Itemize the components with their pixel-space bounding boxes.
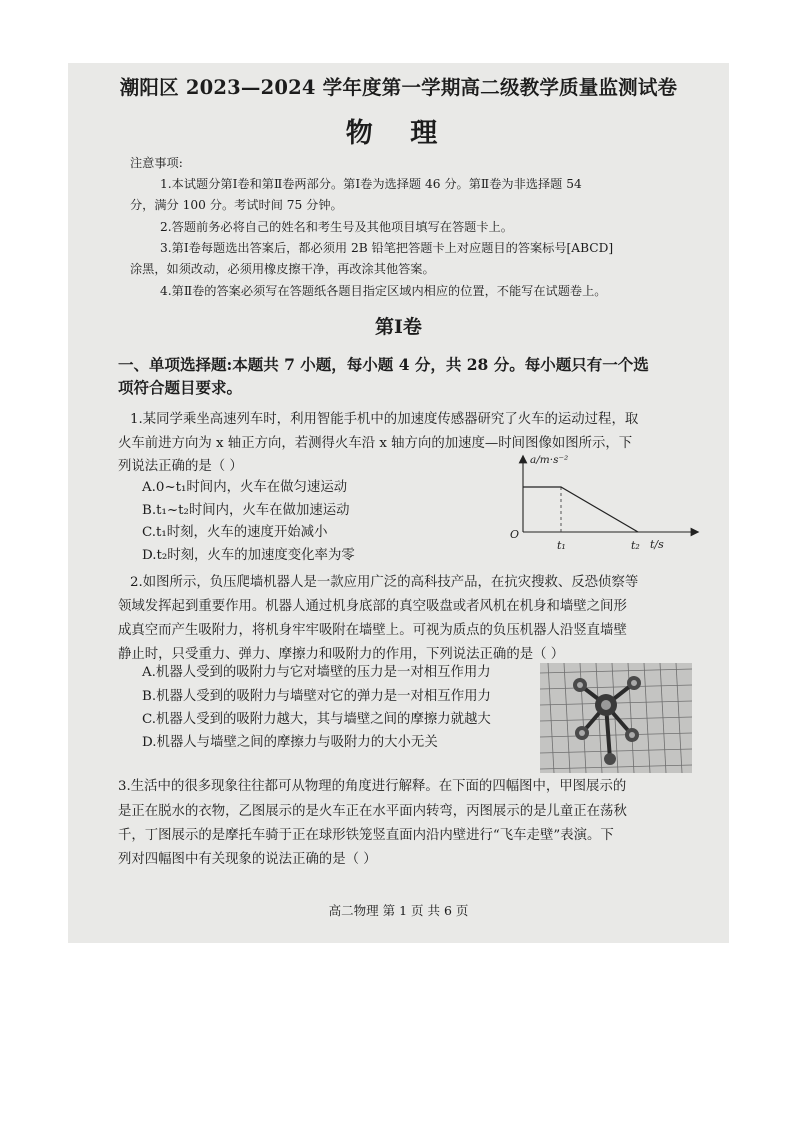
section-heading-cont: 项符合题目要求。: [118, 378, 243, 397]
exam-page: [68, 63, 729, 943]
question-2-text: 成真空而产生吸附力，将机身牢牢吸附在墙壁上。可视为质点的负压机器人沿竖直墙壁: [118, 623, 627, 638]
question-3-text: 千，丁图展示的是摩托车骑于正在球形铁笼竖直面内沿内壁进行“飞车走壁”表演。下: [118, 828, 614, 843]
question-1-option-d: D.t₂时刻，火车的加速度变化率为零: [142, 548, 355, 563]
question-2-text: 静止时，只受重力、弹力、摩擦力和吸附力的作用，下列说法正确的是（ ）: [118, 647, 565, 662]
volume-title: 第Ⅰ卷: [375, 316, 422, 338]
notice-line: 分，满分 100 分。考试时间 75 分钟。: [130, 198, 343, 212]
question-1-text: 列说法正确的是（ ）: [118, 459, 243, 474]
acceleration-line: [523, 487, 638, 532]
question-2-option-d: D.机器人与墙壁之间的摩擦力与吸附力的大小无关: [142, 735, 438, 750]
question-3-text: 列对四幅图中有关现象的说法正确的是（ ）: [118, 852, 377, 867]
page-footer: 高二物理 第 1 页 共 6 页: [328, 903, 469, 918]
question-2-option-c: C.机器人受到的吸附力越大，其与墙壁之间的摩擦力就越大: [142, 712, 491, 727]
origin-label: O: [510, 528, 520, 541]
question-2-text: 2.如图所示，负压爬墙机器人是一款应用广泛的高科技产品，在抗灾搜救、反恐侦察等: [130, 575, 639, 590]
x-axis-label: t/s: [650, 538, 664, 551]
question-2-text: 领域发挥起到重要作用。机器人通过机身底部的真空吸盘或者风机在机身和墙壁之间形: [118, 599, 627, 614]
notice-line: 涂黑，如须改动，必须用橡皮擦干净，再改涂其他答案。: [130, 262, 435, 276]
question-2-option-a: A.机器人受到的吸附力与它对墙壁的压力是一对相互作用力: [142, 665, 491, 680]
section-heading: 一、单项选择题:本题共 7 小题，每小题 4 分，共 28 分。每小题只有一个选: [118, 355, 649, 374]
acceleration-time-graph: [503, 451, 703, 561]
question-1-option-a: A.0~t₁时间内，火车在做匀速运动: [142, 480, 348, 495]
question-3-text: 是正在脱水的衣物，乙图展示的是火车正在水平面内转弯，丙图展示的是儿童正在荡秋: [118, 804, 627, 819]
question-1-option-c: C.t₁时刻，火车的速度开始减小: [142, 525, 328, 540]
notice-line: 3.第Ⅰ卷每题选出答案后，都必须用 2B 铅笔把答题卡上对应题目的答案标号[ABCD]: [160, 241, 614, 255]
question-1-text: 1.某同学乘坐高速列车时，利用智能手机中的加速度传感器研究了火车的运动过程，取: [130, 412, 639, 427]
robot-illustration: [540, 663, 692, 773]
question-2-option-b: B.机器人受到的吸附力与墙壁对它的弹力是一对相互作用力: [142, 689, 491, 704]
notice-line: 2.答题前务必将自己的姓名和考生号及其他项目填写在答题卡上。: [160, 220, 513, 234]
notice-line: 1.本试题分第Ⅰ卷和第Ⅱ卷两部分。第Ⅰ卷为选择题 46 分。第Ⅱ卷为非选择题 54: [160, 177, 582, 191]
t1-label: t₁: [557, 539, 566, 552]
exam-title: 潮阳区 2023—2024 学年度第一学期高二级教学质量监测试卷: [119, 76, 678, 99]
notice-heading: 注意事项:: [130, 156, 183, 170]
t2-label: t₂: [631, 539, 640, 552]
question-1-text: 火车前进方向为 x 轴正方向，若测得火车沿 x 轴方向的加速度—时间图像如图所示，下: [118, 436, 633, 451]
question-3-text: 3.生活中的很多现象往往都可从物理的角度进行解释。在下面的四幅图中，甲图展示的: [118, 779, 627, 794]
subject-title: 物 理: [345, 118, 452, 149]
y-axis-label: a/m·s⁻²: [530, 454, 569, 466]
notice-line: 4.第Ⅱ卷的答案必须写在答题纸各题目指定区域内相应的位置，不能写在试题卷上。: [160, 284, 607, 298]
wall-climbing-robot-photo: [540, 663, 692, 773]
question-1-option-b: B.t₁~t₂时间内，火车在做加速运动: [142, 503, 350, 518]
